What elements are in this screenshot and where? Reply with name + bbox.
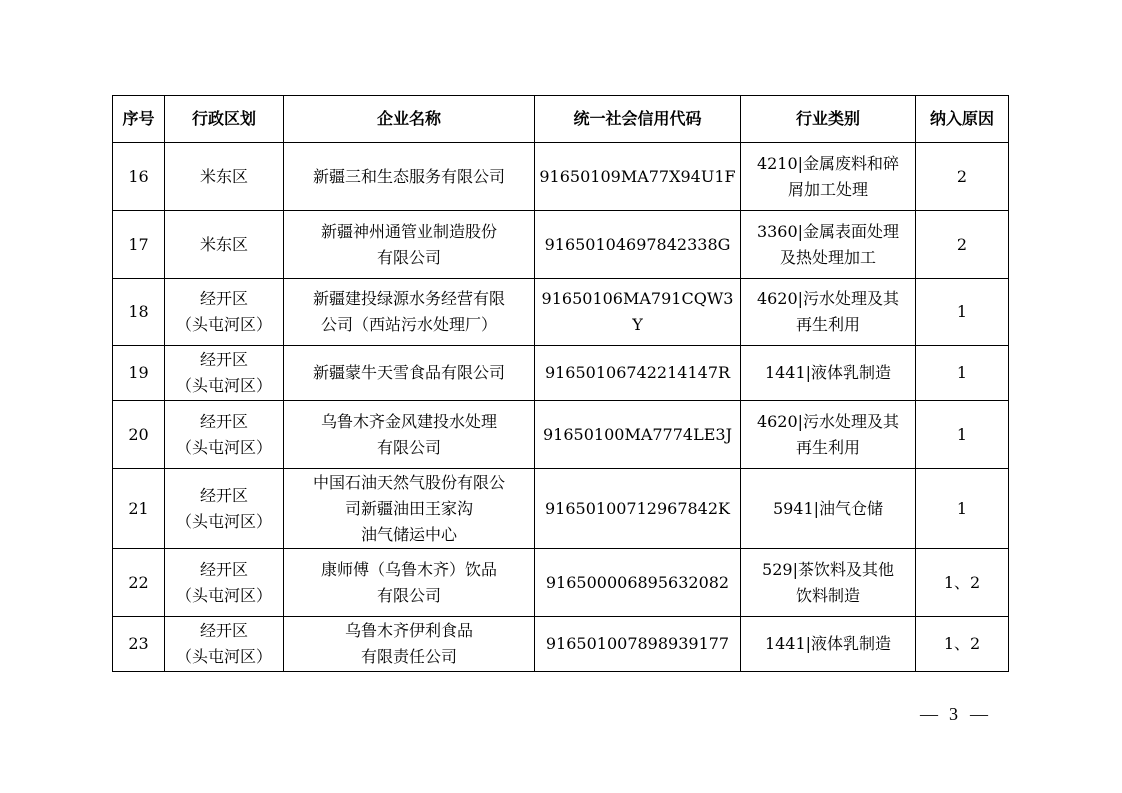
cell-credit-code: 91650104697842338G	[535, 211, 741, 279]
cell-index: 20	[113, 401, 165, 469]
cell-index: 23	[113, 617, 165, 672]
header-reason: 纳入原因	[916, 96, 1009, 143]
cell-reason: 1、2	[916, 549, 1009, 617]
page-number-footer	[920, 704, 1020, 725]
cell-district: 经开区 （头屯河区）	[165, 346, 284, 401]
cell-district: 经开区 （头屯河区）	[165, 469, 284, 549]
enterprise-table	[112, 95, 1009, 672]
header-industry: 行业类别	[741, 96, 916, 143]
cell-enterprise-name: 新疆三和生态服务有限公司	[284, 143, 535, 211]
cell-district: 米东区	[165, 211, 284, 279]
cell-credit-code: 91650106742214147R	[535, 346, 741, 401]
cell-credit-code: 916501007898939177	[535, 617, 741, 672]
cell-district: 经开区 （头屯河区）	[165, 549, 284, 617]
cell-index: 18	[113, 279, 165, 346]
cell-industry: 4620|污水处理及其 再生利用	[741, 401, 916, 469]
cell-credit-code: 91650109MA77X94U1F	[535, 143, 741, 211]
cell-industry: 4210|金属废料和碎 屑加工处理	[741, 143, 916, 211]
cell-reason: 1	[916, 469, 1009, 549]
table-row	[113, 549, 1009, 617]
cell-credit-code: 91650106MA791CQW3 Y	[535, 279, 741, 346]
table-row	[113, 617, 1009, 672]
cell-reason: 1、2	[916, 617, 1009, 672]
cell-enterprise-name: 乌鲁木齐金风建投水处理 有限公司	[284, 401, 535, 469]
cell-enterprise-name: 康师傅（乌鲁木齐）饮品 有限公司	[284, 549, 535, 617]
cell-industry: 1441|液体乳制造	[741, 617, 916, 672]
cell-enterprise-name: 新疆蒙牛天雪食品有限公司	[284, 346, 535, 401]
table-row	[113, 346, 1009, 401]
cell-index: 22	[113, 549, 165, 617]
header-credit-code: 统一社会信用代码	[535, 96, 741, 143]
cell-industry: 529|茶饮料及其他 饮料制造	[741, 549, 916, 617]
cell-reason: 2	[916, 211, 1009, 279]
cell-reason: 2	[916, 143, 1009, 211]
cell-industry: 1441|液体乳制造	[741, 346, 916, 401]
table-header-row	[113, 96, 1009, 143]
cell-enterprise-name: 新疆建投绿源水务经营有限 公司（西站污水处理厂）	[284, 279, 535, 346]
cell-district: 经开区 （头屯河区）	[165, 279, 284, 346]
page-dash-right: —	[970, 704, 987, 724]
cell-reason: 1	[916, 401, 1009, 469]
cell-industry: 3360|金属表面处理 及热处理加工	[741, 211, 916, 279]
cell-enterprise-name: 中国石油天然气股份有限公 司新疆油田王家沟 油气储运中心	[284, 469, 535, 549]
cell-credit-code: 91650100712967842K	[535, 469, 741, 549]
cell-index: 17	[113, 211, 165, 279]
cell-district: 米东区	[165, 143, 284, 211]
table-row	[113, 143, 1009, 211]
header-index: 序号	[113, 96, 165, 143]
cell-index: 16	[113, 143, 165, 211]
cell-credit-code: 91650100MA7774LE3J	[535, 401, 741, 469]
table-row	[113, 211, 1009, 279]
cell-reason: 1	[916, 346, 1009, 401]
header-district: 行政区划	[165, 96, 284, 143]
cell-index: 19	[113, 346, 165, 401]
cell-index: 21	[113, 469, 165, 549]
cell-enterprise-name: 乌鲁木齐伊利食品 有限责任公司	[284, 617, 535, 672]
table-row	[113, 279, 1009, 346]
table-row	[113, 401, 1009, 469]
cell-industry: 4620|污水处理及其 再生利用	[741, 279, 916, 346]
header-enterprise-name: 企业名称	[284, 96, 535, 143]
cell-district: 经开区 （头屯河区）	[165, 617, 284, 672]
table-row	[113, 469, 1009, 549]
cell-industry: 5941|油气仓储	[741, 469, 916, 549]
cell-district: 经开区 （头屯河区）	[165, 401, 284, 469]
page-dash-left: —	[920, 704, 937, 724]
cell-credit-code: 916500006895632082	[535, 549, 741, 617]
cell-enterprise-name: 新疆神州通管业制造股份 有限公司	[284, 211, 535, 279]
page-number: 3	[949, 704, 958, 724]
cell-reason: 1	[916, 279, 1009, 346]
